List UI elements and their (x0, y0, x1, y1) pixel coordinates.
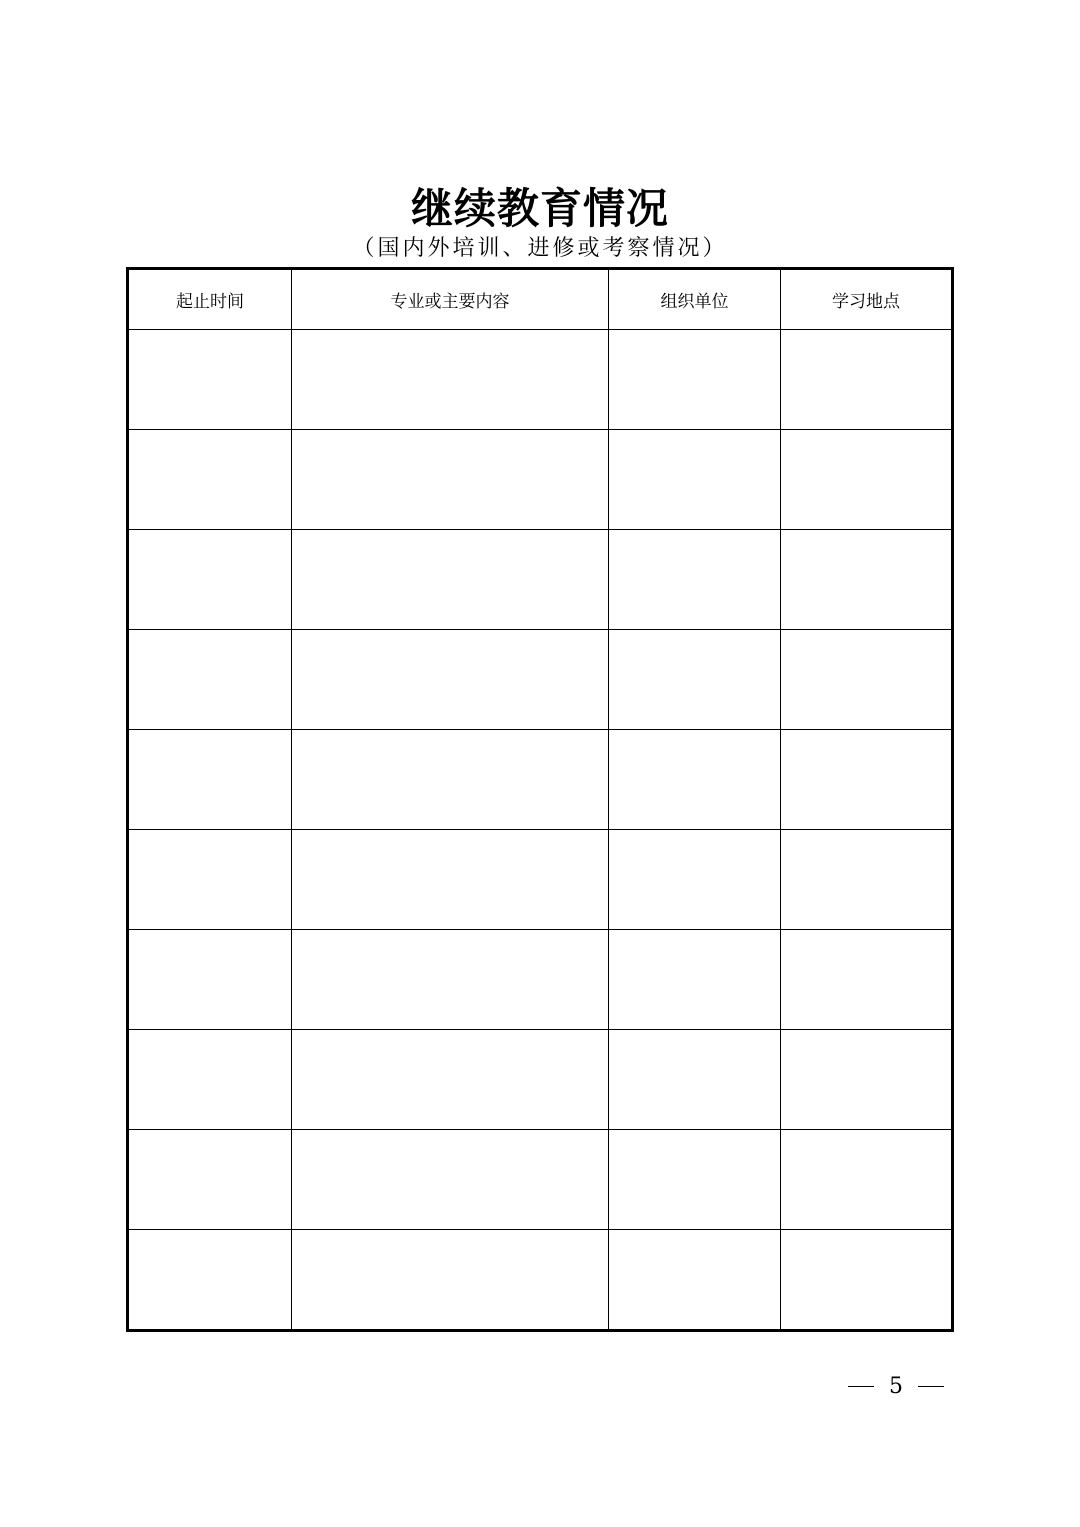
page-subtitle: （国内外培训、进修或考察情况） (352, 236, 728, 261)
table-row (128, 1030, 953, 1130)
cell-location[interactable] (781, 530, 953, 630)
table-header-row (128, 269, 953, 330)
page-number: 5 (889, 1373, 903, 1399)
cell-location[interactable] (781, 1130, 953, 1230)
footer-dash-left (848, 1386, 874, 1387)
table-body (128, 330, 953, 1331)
cell-organizer[interactable] (609, 730, 781, 830)
continuing-education-table (126, 267, 954, 1332)
cell-major-content[interactable] (292, 1130, 609, 1230)
header-organizer: 组织单位 (609, 269, 781, 330)
footer-dash-right (918, 1386, 944, 1387)
cell-major-content[interactable] (292, 430, 609, 530)
table-row (128, 1230, 953, 1331)
cell-period[interactable] (128, 430, 292, 530)
page-footer (848, 1370, 944, 1402)
cell-location[interactable] (781, 330, 953, 430)
table-row (128, 1130, 953, 1230)
table-row (128, 530, 953, 630)
cell-major-content[interactable] (292, 930, 609, 1030)
header-major-content: 专业或主要内容 (292, 269, 609, 330)
cell-period[interactable] (128, 330, 292, 430)
cell-period[interactable] (128, 1130, 292, 1230)
cell-period[interactable] (128, 830, 292, 930)
cell-location[interactable] (781, 430, 953, 530)
header-location: 学习地点 (781, 269, 953, 330)
cell-period[interactable] (128, 630, 292, 730)
table-row (128, 730, 953, 830)
page-title: 继续教育情况 (410, 184, 669, 233)
cell-organizer[interactable] (609, 330, 781, 430)
cell-major-content[interactable] (292, 730, 609, 830)
cell-period[interactable] (128, 530, 292, 630)
cell-major-content[interactable] (292, 830, 609, 930)
table-row (128, 330, 953, 430)
cell-location[interactable] (781, 1030, 953, 1130)
cell-period[interactable] (128, 730, 292, 830)
cell-major-content[interactable] (292, 330, 609, 430)
cell-location[interactable] (781, 930, 953, 1030)
table-row (128, 930, 953, 1030)
table-row (128, 630, 953, 730)
cell-organizer[interactable] (609, 830, 781, 930)
cell-major-content[interactable] (292, 530, 609, 630)
cell-period[interactable] (128, 1230, 292, 1331)
cell-period[interactable] (128, 1030, 292, 1130)
cell-organizer[interactable] (609, 530, 781, 630)
cell-location[interactable] (781, 730, 953, 830)
cell-period[interactable] (128, 930, 292, 1030)
cell-organizer[interactable] (609, 930, 781, 1030)
cell-organizer[interactable] (609, 1230, 781, 1331)
cell-major-content[interactable] (292, 1230, 609, 1331)
header-period: 起止时间 (128, 269, 292, 330)
cell-location[interactable] (781, 1230, 953, 1331)
cell-organizer[interactable] (609, 1030, 781, 1130)
cell-organizer[interactable] (609, 630, 781, 730)
cell-organizer[interactable] (609, 1130, 781, 1230)
cell-major-content[interactable] (292, 630, 609, 730)
table-row (128, 430, 953, 530)
cell-major-content[interactable] (292, 1030, 609, 1130)
table-row (128, 830, 953, 930)
cell-location[interactable] (781, 630, 953, 730)
cell-organizer[interactable] (609, 430, 781, 530)
cell-location[interactable] (781, 830, 953, 930)
